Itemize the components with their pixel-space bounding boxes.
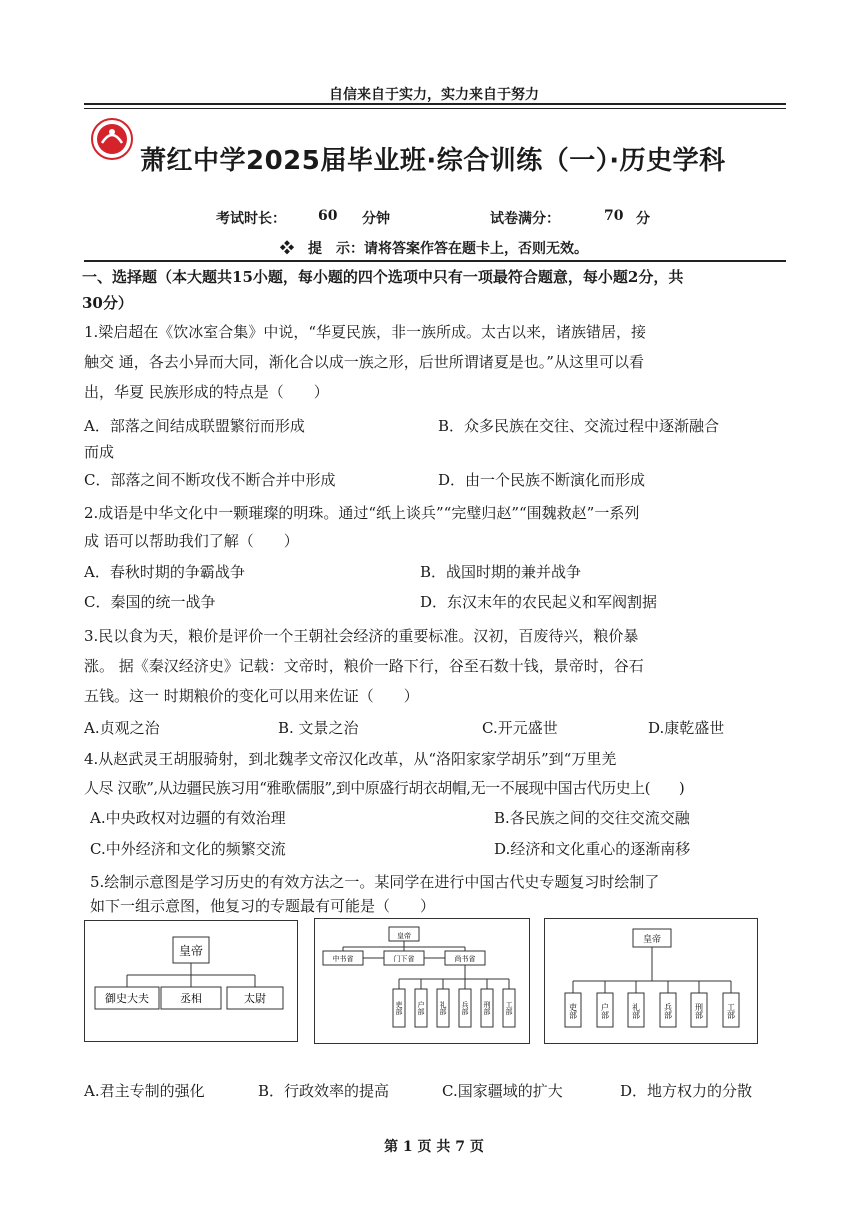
d3-bottom-label: 礼部	[631, 1003, 641, 1019]
score-value: 70	[604, 208, 624, 224]
d3-bottom-label: 兵部	[663, 1003, 673, 1019]
q1-option-a[interactable]: A．部落之间结成联盟繁衍而形成	[84, 417, 305, 435]
q4-stem-line2: 人尽 汉歌”,从边疆民族习用“雅歌儒服”,到中原盛行胡衣胡帽,无一不展现中国古代历史上( )	[84, 779, 685, 797]
q1-stem-line1: 1.梁启超在《饮冰室合集》中说，“华夏民族，非一族所成。太古以来，诸族错居，接	[84, 323, 646, 341]
d2-bottom-label: 工部	[505, 1001, 513, 1015]
diagram-sansheng-liubu	[314, 918, 530, 1044]
score-label: 试卷满分：	[490, 211, 560, 227]
d3-bottom-label: 吏部	[568, 1003, 578, 1019]
d2-mid-label: 尚书省	[454, 955, 476, 963]
d1-node-label: 丞相	[180, 992, 202, 1005]
q4-stem-line1: 4.从赵武灵王胡服骑射，到北魏孝文帝汉化改革，从“洛阳家家学胡乐”到“万里羌	[84, 750, 617, 768]
tip-label: ❖ 提 示：	[280, 241, 364, 257]
d2-bottom-label: 兵部	[461, 1001, 469, 1015]
q1-option-c[interactable]: C．部落之间不断攻伐不断合并中形成	[84, 471, 336, 489]
q3-option-c[interactable]: C.开元盛世	[482, 719, 558, 737]
q2-stem-line2: 成 语可以帮助我们了解（ ）	[84, 532, 299, 550]
q2-option-a[interactable]: A．春秋时期的争霸战争	[84, 563, 245, 581]
section-rule	[84, 260, 786, 262]
header-rule-thick	[84, 103, 786, 105]
header-rule-thin	[84, 108, 786, 109]
q1-stem-line3: 出，华夏 民族形成的特点是（ ）	[84, 383, 329, 401]
q5-stem-line2: 如下一组示意图，他复习的专题最有可能是（ ）	[90, 897, 436, 915]
q3-option-d[interactable]: D.康乾盛世	[648, 719, 725, 737]
q4-option-a[interactable]: A.中央政权对边疆的有效治理	[90, 809, 286, 827]
diagram-liubu	[544, 918, 758, 1044]
q5-option-c[interactable]: C.国家疆域的扩大	[442, 1082, 563, 1100]
d3-bottom-label: 工部	[726, 1003, 736, 1019]
q1-option-b-cont: 而成	[84, 443, 115, 461]
time-value: 60	[318, 208, 338, 224]
q3-stem-line1: 3.民以食为天，粮价是评价一个王朝社会经济的重要标准。汉初，百废待兴，粮价暴	[84, 627, 639, 645]
q4-option-d[interactable]: D.经济和文化重心的逐渐南移	[494, 840, 691, 858]
score-unit: 分	[636, 211, 650, 227]
q2-stem-line1: 2.成语是中华文化中一颗璀璨的明珠。通过“纸上谈兵”“完璧归赵”“围魏救赵”一系列	[84, 504, 640, 522]
motto: 自信来自于实力，实力来自于努力	[329, 87, 539, 103]
q3-option-a[interactable]: A.贞观之治	[84, 719, 160, 737]
page-number: 第 1 页 共 7 页	[384, 1139, 484, 1155]
d3-bottom-label: 户部	[600, 1003, 610, 1019]
school-logo-icon	[90, 117, 134, 161]
d1-node-label: 太尉	[244, 992, 266, 1005]
section-heading-line2: 30分）	[82, 294, 133, 312]
d2-top-label: 皇帝	[397, 932, 411, 940]
time-unit: 分钟	[362, 211, 390, 227]
exam-tip	[0, 238, 868, 258]
q5-option-b[interactable]: B．行政效率的提高	[258, 1082, 390, 1100]
d2-bottom-label: 户部	[417, 1001, 425, 1015]
q5-option-a[interactable]: A.君主专制的强化	[84, 1082, 205, 1100]
q1-stem-line2: 触交 通，各去小异而大同，渐化合以成一族之形，后世所谓诸夏是也。”从这里可以看	[84, 353, 644, 371]
q5-option-d[interactable]: D．地方权力的分散	[620, 1082, 753, 1100]
diagram-sangong	[84, 920, 298, 1042]
section-heading	[82, 264, 788, 316]
d1-top-label: 皇帝	[178, 944, 204, 958]
q1-option-d[interactable]: D．由一个民族不断演化而形成	[438, 471, 646, 489]
d3-top-label: 皇帝	[642, 935, 662, 945]
q3-stem-line3: 五钱。这一 时期粮价的变化可以用来佐证（ ）	[84, 687, 419, 705]
page-title: 萧红中学2025届毕业班·综合训练（一）·历史学科	[140, 146, 726, 176]
q4-option-c[interactable]: C.中外经济和文化的频繁交流	[90, 840, 286, 858]
d2-bottom-row	[393, 979, 515, 1027]
section-heading-line1: 一、选择题（本大题共15小题，每小题的四个选项中只有一项最符合题意，每小题2分，共	[82, 268, 684, 286]
q3-stem-line2: 涨。 据《秦汉经济史》记载：文帝时，粮价一路下行，谷至石数十钱，景帝时，谷石	[84, 657, 644, 675]
d3-bottom-row	[565, 981, 739, 1027]
q5-stem-line1: 5.绘制示意图是学习历史的有效方法之一。某同学在进行中国古代史专题复习时绘制了	[90, 873, 660, 891]
d2-mid-label: 中书省	[332, 955, 354, 963]
q2-option-d[interactable]: D．东汉末年的农民起义和军阀割据	[420, 593, 658, 611]
q3-option-b[interactable]: B. 文景之治	[278, 719, 359, 737]
d2-bottom-label: 礼部	[439, 1001, 447, 1015]
time-label: 考试时长：	[216, 211, 286, 227]
q1-option-b[interactable]: B．众多民族在交往、交流过程中逐渐融合	[438, 417, 720, 435]
d2-mid-label: 门下省	[393, 955, 415, 963]
tip-text: 请将答案作答在题卡上，否则无效。	[364, 241, 588, 257]
d2-bottom-label: 刑部	[483, 1001, 491, 1015]
d2-bottom-label: 吏部	[395, 1001, 403, 1015]
q4-option-b[interactable]: B.各民族之间的交往交流交融	[494, 809, 690, 827]
d1-node-label: 御史大夫	[105, 992, 149, 1005]
q2-option-c[interactable]: C．秦国的统一战争	[84, 593, 216, 611]
q2-option-b[interactable]: B．战国时期的兼并战争	[420, 563, 582, 581]
d3-bottom-label: 刑部	[694, 1003, 704, 1019]
